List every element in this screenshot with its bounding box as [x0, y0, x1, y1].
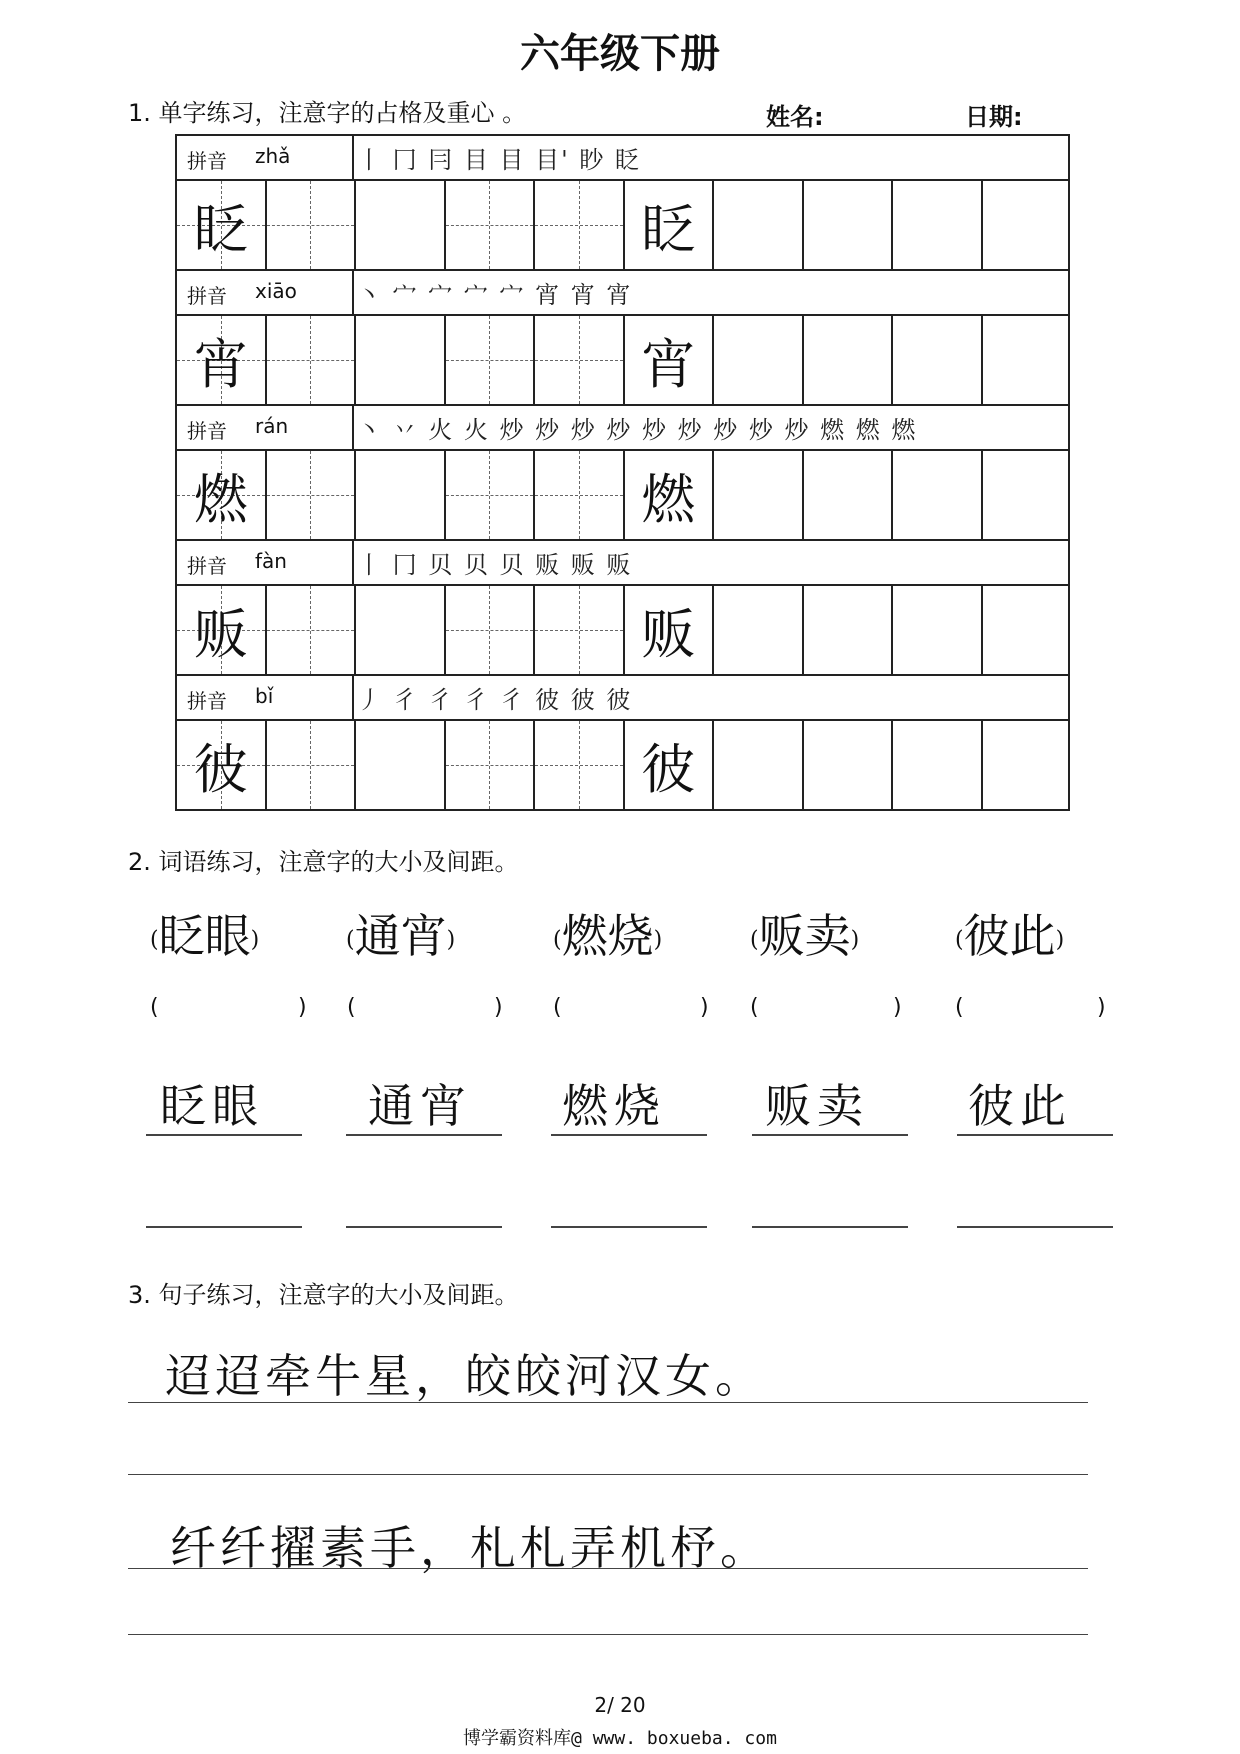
- character-row: [175, 719, 1070, 811]
- model-character: 眨: [641, 197, 696, 261]
- model-character: 宵: [193, 332, 248, 396]
- trace-word: 通宵: [368, 1079, 472, 1133]
- practice-cell[interactable]: [267, 721, 357, 809]
- trace-word: 彼此: [968, 1079, 1072, 1133]
- practice-cell[interactable]: [356, 721, 446, 809]
- pinyin-label: 拼音: [187, 284, 227, 308]
- pinyin-text: xiāo: [255, 279, 297, 303]
- stroke-order: 丶 丷 火 火 炒 炒 炒 炒 炒 炒 炒 炒 炒 燃 燃 燃: [357, 416, 918, 444]
- practice-cell[interactable]: [804, 721, 894, 809]
- stroke-order: 丨 冂 贝 贝 贝 贩 贩 贩: [357, 551, 633, 579]
- pinyin-label: 拼音: [187, 419, 227, 443]
- pinyin-text: fàn: [255, 549, 287, 573]
- pinyin-row: [175, 674, 1070, 719]
- model-cell: [177, 181, 267, 269]
- model-cell: [177, 316, 267, 404]
- practice-cell[interactable]: [714, 451, 804, 539]
- model-cell: [625, 721, 715, 809]
- practice-cell[interactable]: [356, 181, 446, 269]
- word-text: 燃烧: [561, 909, 654, 963]
- pinyin-text: zhǎ: [255, 144, 291, 168]
- model-cell: [625, 316, 715, 404]
- practice-cell[interactable]: [983, 721, 1073, 809]
- practice-cell[interactable]: [983, 451, 1073, 539]
- section-2-heading: 2. 词语练习，注意字的大小及间距。: [128, 848, 519, 876]
- model-character: 彼: [193, 737, 248, 801]
- word-item: (彼此): [955, 909, 1065, 963]
- stroke-order: 丿 彳 彳 彳 彳 彼 彼 彼: [357, 686, 633, 714]
- practice-line[interactable]: [128, 1634, 1088, 1635]
- practice-line[interactable]: [752, 1226, 908, 1228]
- name-label: 姓名:: [766, 103, 824, 131]
- word-underline: [346, 1134, 502, 1136]
- pinyin-label: 拼音: [187, 149, 227, 173]
- practice-cell[interactable]: [714, 316, 804, 404]
- model-character: 彼: [641, 737, 696, 801]
- character-row: [175, 584, 1070, 674]
- practice-cell[interactable]: [804, 451, 894, 539]
- model-cell: [177, 586, 267, 674]
- word-text: 彼此: [963, 909, 1056, 963]
- trace-word: 燃烧: [562, 1079, 666, 1133]
- model-cell: [177, 721, 267, 809]
- page-title: 六年级下册: [520, 31, 720, 77]
- pinyin-label: 拼音: [187, 689, 227, 713]
- model-character: 燃: [641, 467, 696, 531]
- practice-cell[interactable]: [714, 181, 804, 269]
- pinyin-row: [175, 404, 1070, 449]
- practice-cell[interactable]: [535, 721, 625, 809]
- practice-cell[interactable]: [356, 586, 446, 674]
- practice-cell[interactable]: [446, 181, 536, 269]
- word-item: (通宵): [346, 909, 456, 963]
- practice-line[interactable]: [128, 1474, 1088, 1475]
- practice-cell[interactable]: [535, 316, 625, 404]
- practice-cell[interactable]: [893, 316, 983, 404]
- practice-cell[interactable]: [804, 316, 894, 404]
- stroke-order: 丶 宀 宀 宀 宀 宵 宵 宵: [357, 281, 633, 309]
- practice-cell[interactable]: [893, 586, 983, 674]
- sentence-1: 迢迢牵牛星，皎皎河汉女。: [165, 1349, 765, 1403]
- pinyin-row: [175, 269, 1070, 314]
- word-text: 贩卖: [758, 909, 851, 963]
- practice-cell[interactable]: [535, 451, 625, 539]
- practice-cell[interactable]: [535, 181, 625, 269]
- model-cell: [177, 451, 267, 539]
- trace-word: 贩卖: [765, 1079, 869, 1133]
- model-cell: [625, 451, 715, 539]
- character-row: [175, 179, 1070, 269]
- word-text: 眨眼: [158, 909, 251, 963]
- practice-line[interactable]: [346, 1226, 502, 1228]
- sentence-line: [128, 1568, 1088, 1569]
- practice-cell[interactable]: [446, 451, 536, 539]
- word-underline: [146, 1134, 302, 1136]
- practice-cell[interactable]: [804, 586, 894, 674]
- character-practice-grid: [175, 134, 1070, 811]
- practice-cell[interactable]: [983, 586, 1073, 674]
- word-underline: [551, 1134, 707, 1136]
- pinyin-text: bǐ: [255, 684, 274, 708]
- trace-word: 眨眼: [160, 1079, 264, 1133]
- word-item: (贩卖): [750, 909, 860, 963]
- model-character: 贩: [641, 602, 696, 666]
- practice-line[interactable]: [957, 1226, 1113, 1228]
- practice-cell[interactable]: [804, 181, 894, 269]
- practice-cell[interactable]: [446, 721, 536, 809]
- practice-cell[interactable]: [714, 721, 804, 809]
- model-cell: [625, 586, 715, 674]
- practice-cell[interactable]: [893, 181, 983, 269]
- character-row: [175, 449, 1070, 539]
- word-item: (燃烧): [553, 909, 663, 963]
- stroke-order: 丨 冂 冃 目 目 目' 眇 眨: [357, 146, 641, 174]
- model-character: 燃: [193, 467, 248, 531]
- word-underline: [957, 1134, 1113, 1136]
- practice-cell[interactable]: [267, 181, 357, 269]
- page-number: 2/ 20: [594, 1693, 646, 1717]
- practice-cell[interactable]: [893, 721, 983, 809]
- practice-cell[interactable]: [267, 316, 357, 404]
- model-character: 宵: [641, 332, 696, 396]
- practice-cell[interactable]: [446, 316, 536, 404]
- practice-cell[interactable]: [714, 586, 804, 674]
- practice-cell[interactable]: [983, 316, 1073, 404]
- practice-cell[interactable]: [356, 451, 446, 539]
- practice-cell[interactable]: [356, 316, 446, 404]
- character-row: [175, 314, 1070, 404]
- date-label: 日期:: [965, 103, 1023, 131]
- pinyin-label: 拼音: [187, 554, 227, 578]
- sentence-2: 纤纤擢素手，札札弄机杼。: [170, 1521, 770, 1575]
- practice-cell[interactable]: [267, 451, 357, 539]
- model-character: 贩: [193, 602, 248, 666]
- practice-cell[interactable]: [446, 586, 536, 674]
- practice-cell[interactable]: [267, 586, 357, 674]
- word-text: 通宵: [354, 909, 447, 963]
- section-1-heading: 1. 单字练习，注意字的占格及重心 。: [128, 99, 527, 127]
- pinyin-row: [175, 539, 1070, 584]
- practice-line[interactable]: [146, 1226, 302, 1228]
- word-underline: [752, 1134, 908, 1136]
- practice-line[interactable]: [551, 1226, 707, 1228]
- practice-cell[interactable]: [983, 181, 1073, 269]
- model-character: 眨: [193, 197, 248, 261]
- sentence-line: [128, 1402, 1088, 1403]
- footer-source: 博学霸资料库@ www. boxueba. com: [463, 1728, 777, 1749]
- practice-cell[interactable]: [535, 586, 625, 674]
- pinyin-row: [175, 134, 1070, 179]
- word-item: (眨眼): [150, 909, 260, 963]
- model-cell: [625, 181, 715, 269]
- pinyin-text: rán: [255, 414, 289, 438]
- practice-cell[interactable]: [893, 451, 983, 539]
- section-3-heading: 3. 句子练习，注意字的大小及间距。: [128, 1281, 519, 1309]
